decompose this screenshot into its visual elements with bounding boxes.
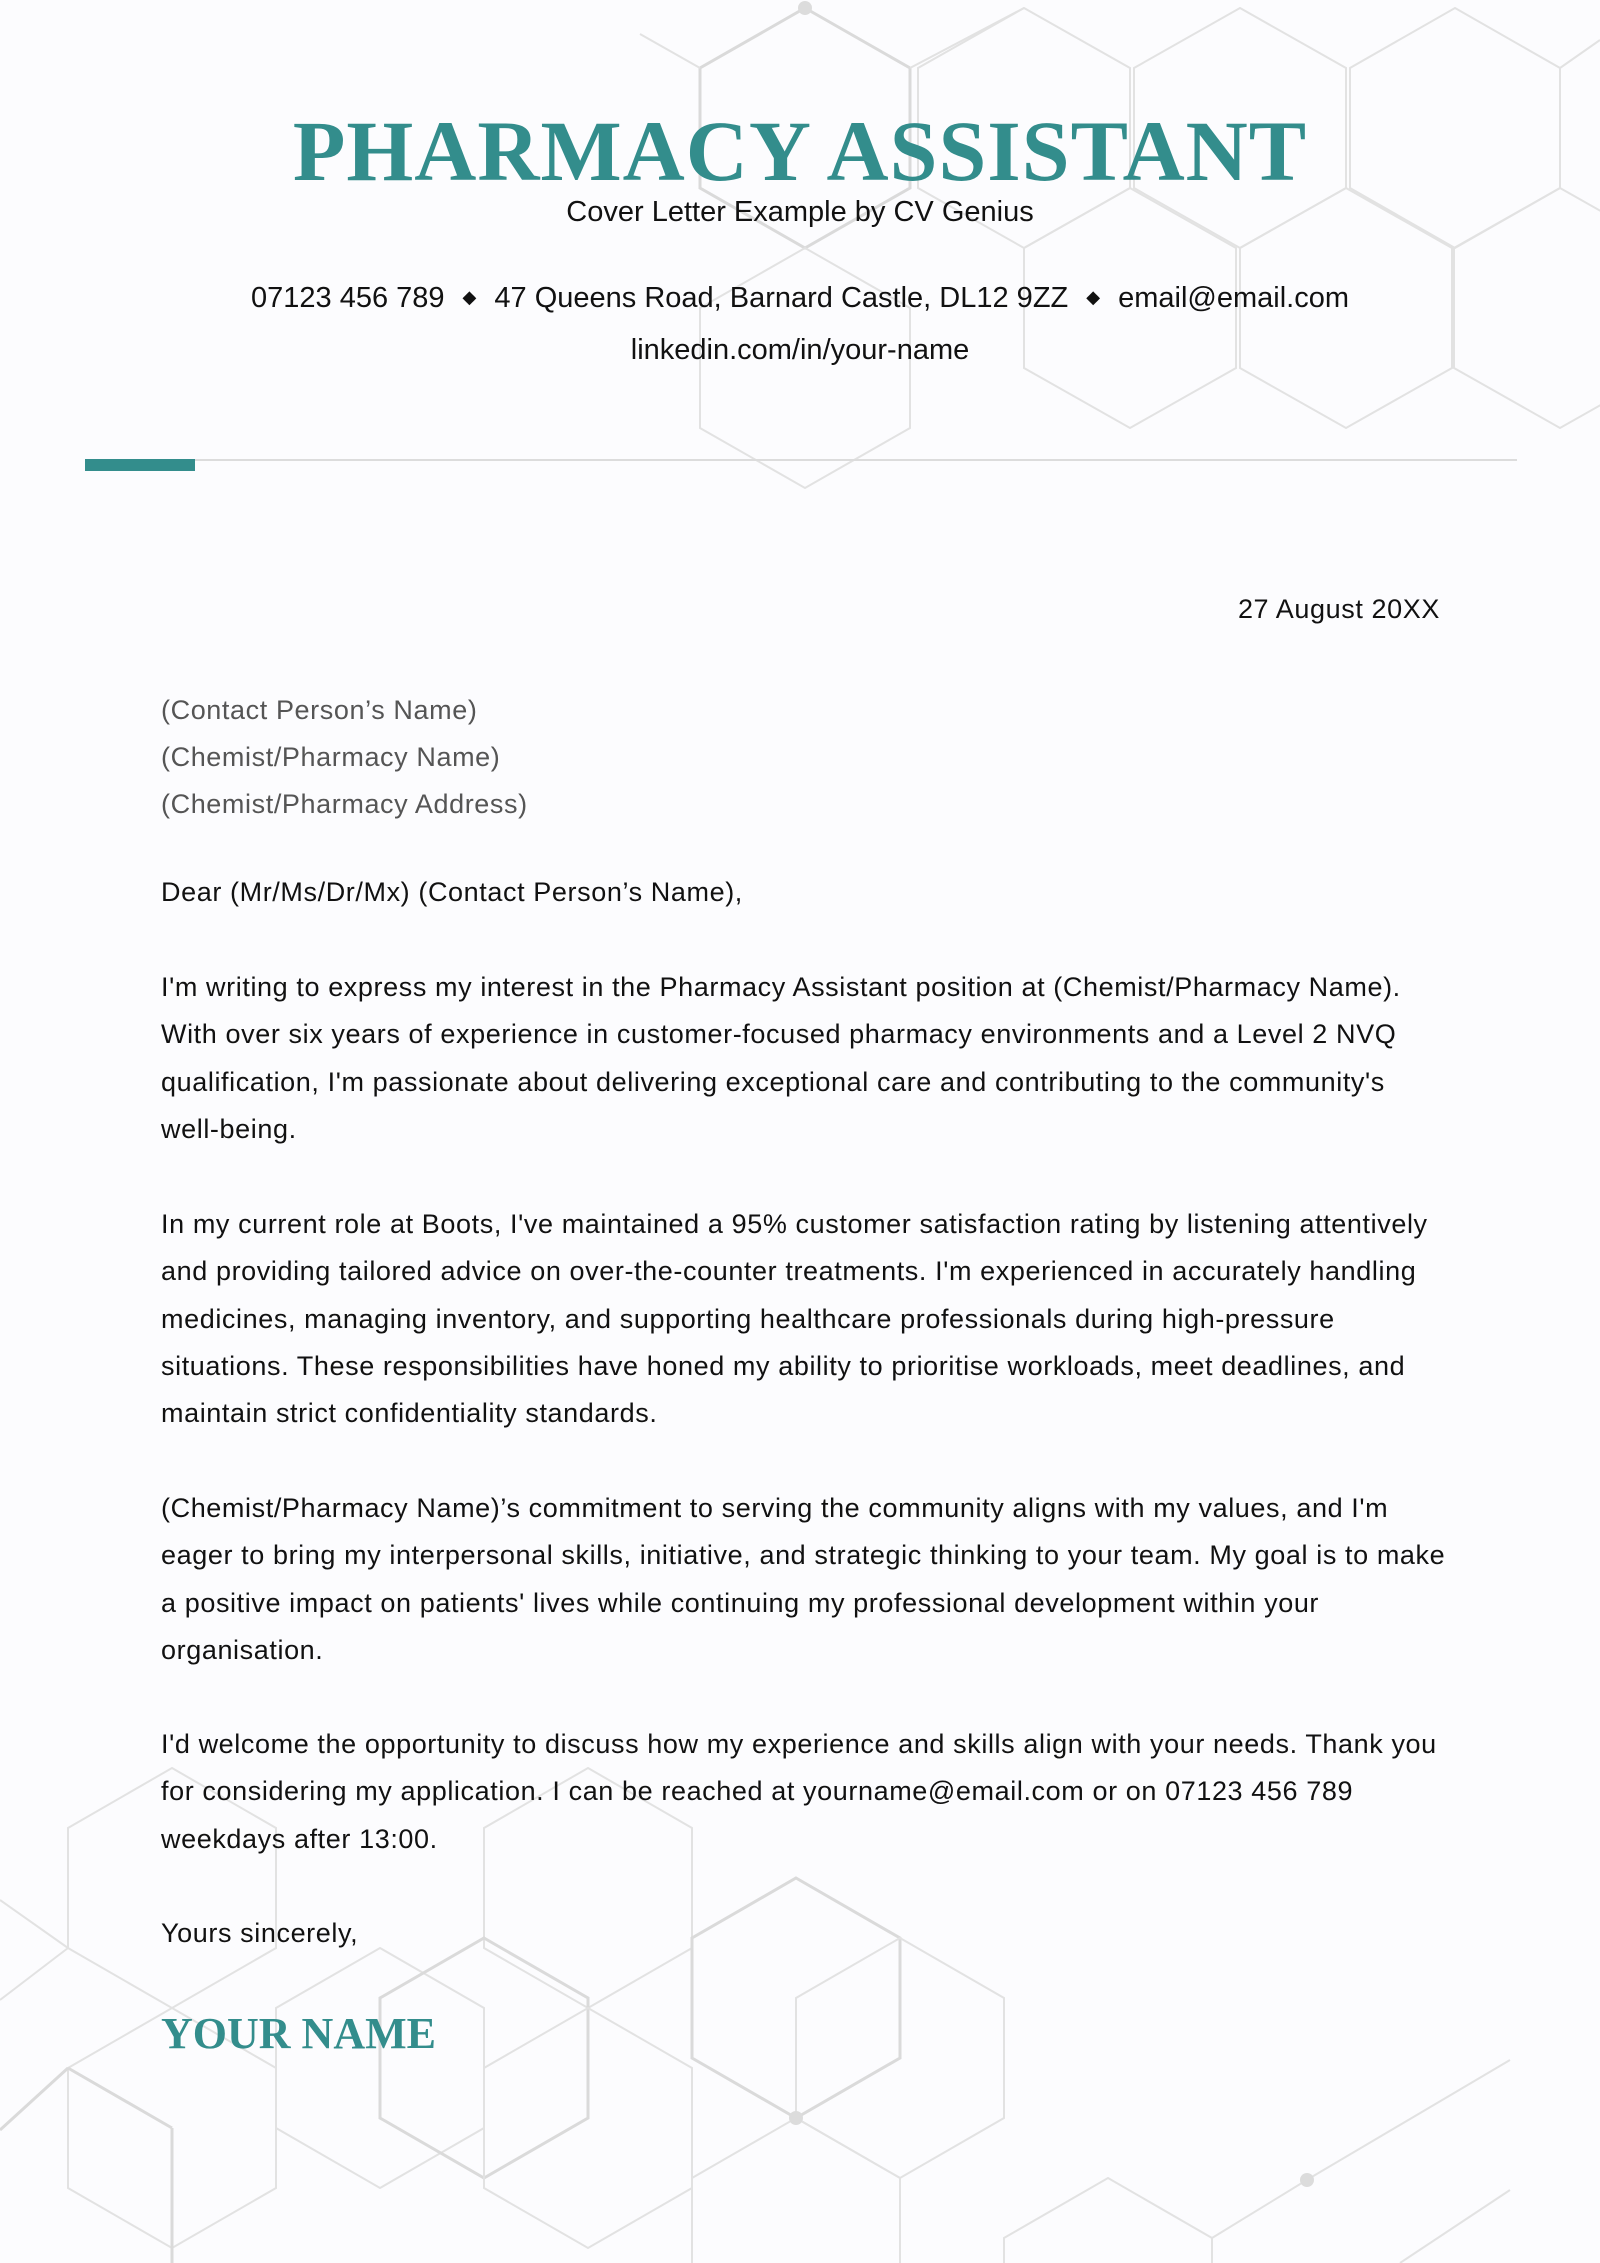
diamond-separator-icon: ◆ (1086, 287, 1101, 307)
signature-name: YOUR NAME (161, 2009, 436, 2058)
recipient-block (161, 687, 528, 828)
job-title-heading: PHARMACY ASSISTANT (292, 103, 1308, 199)
letter-date: 27 August 20XX (1237, 594, 1440, 624)
recipient-company-name: (Chemist/Pharmacy Name) (161, 742, 501, 772)
email-link[interactable]: email@email.com (1118, 282, 1349, 314)
header-divider (85, 459, 1517, 461)
phone-number: 07123 456 789 (251, 282, 445, 314)
linkedin-link[interactable]: linkedin.com/in/your-name (630, 334, 970, 366)
address: 47 Queens Road, Barnard Castle, DL12 9ZZ (494, 282, 1069, 314)
contact-line (0, 284, 1600, 313)
recipient-company-address: (Chemist/Pharmacy Address) (161, 789, 528, 819)
salutation: Dear (Mr/Ms/Dr/Mx) (Contact Person’s Name), (161, 877, 743, 907)
paragraph-call-to-action: I'd welcome the opportunity to discuss how my experience and skills align with your needs. Thank you for considering my application. I can be reached at yourname@email.com or on 07123 456 789 weekdays after 13:00. (161, 1729, 1437, 1854)
accent-bar (85, 459, 195, 471)
paragraph-motivation: (Chemist/Pharmacy Name)’s commitment to serving the community aligns with my values, and I'm eager to bring my interpersonal skills, initiative, and strategic thinking to your team. My goal is to make a positive impact on patients' lives while continuing my professional development within your organisation. (161, 1493, 1446, 1665)
subtitle: Cover Letter Example by CV Genius (566, 196, 1034, 228)
closing: Yours sincerely, (161, 1918, 359, 1948)
recipient-contact-name: (Contact Person’s Name) (161, 695, 478, 725)
paragraph-experience: In my current role at Boots, I've maintained a 95% customer satisfaction rating by listening attentively and providing tailored advice on over-the-counter treatments. I'm experienced in accurately handling medicines, managing inventory, and supporting healthcare professionals during high-pressure situations. These responsibilities have honed my ability to prioritise workloads, meet deadlines, and maintain strict confidentiality standards. (161, 1209, 1428, 1429)
diamond-separator-icon: ◆ (462, 287, 477, 307)
paragraph-introduction: I'm writing to express my interest in the Pharmacy Assistant position at (Chemist/Pharmacy Name). With over six years of experience in customer-focused pharmacy environments and a Level 2 NVQ qualification, I'm passionate about delivering exceptional care and contributing to the community's well-being. (161, 972, 1401, 1144)
